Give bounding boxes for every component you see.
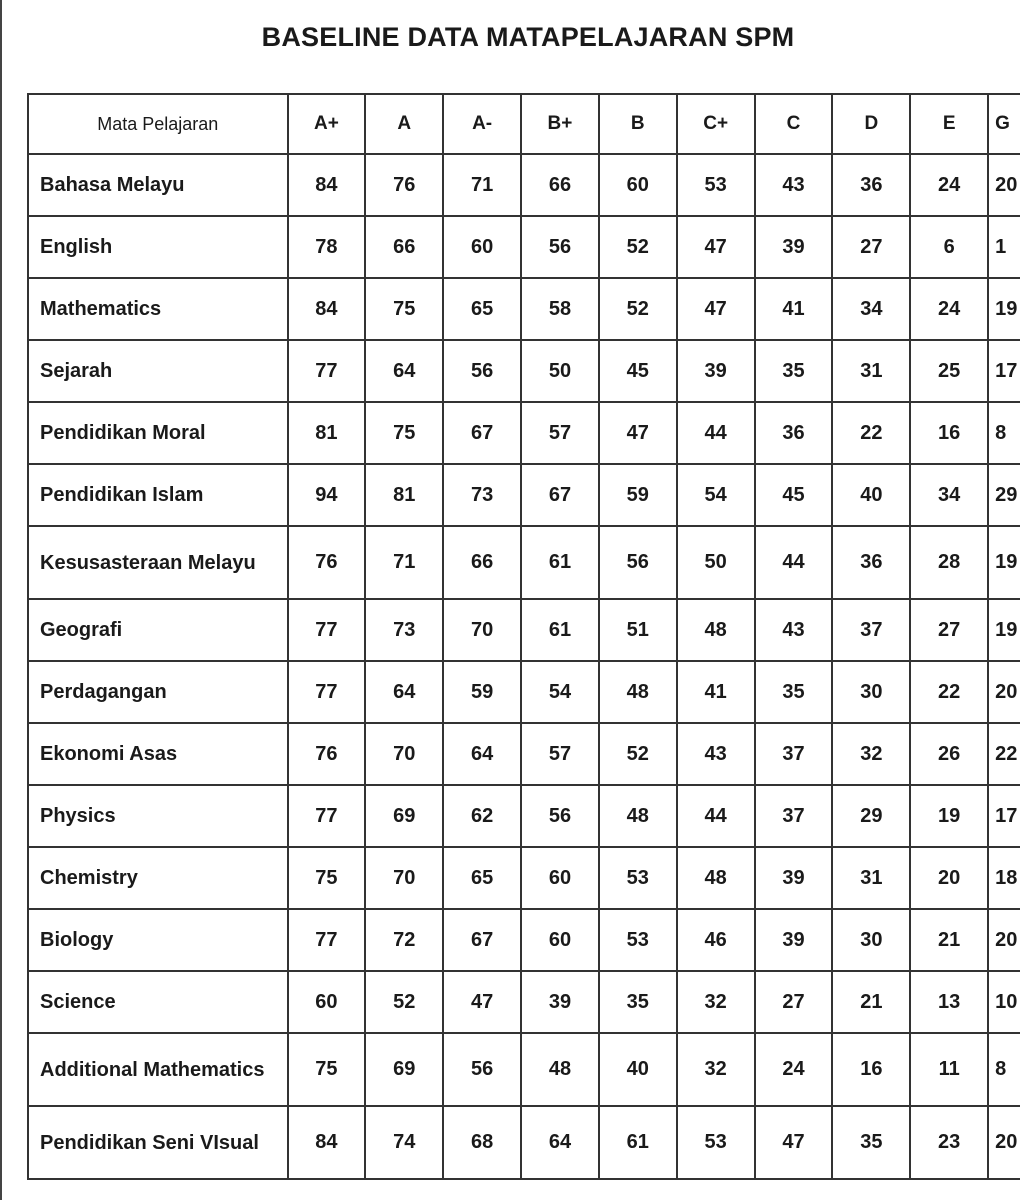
grade-value-cell: 94 [288, 464, 366, 526]
grade-value-cell: 60 [288, 971, 366, 1033]
grade-value-cell: 78 [288, 216, 366, 278]
grade-value-cell: 48 [521, 1033, 599, 1106]
grade-value-cell: 61 [521, 599, 599, 661]
grade-value-cell: 58 [521, 278, 599, 340]
grade-value-cell: 13 [910, 971, 988, 1033]
grade-value-cell: 67 [443, 909, 521, 971]
grade-value-cell: 64 [365, 340, 443, 402]
subject-cell: Geografi [28, 599, 288, 661]
grade-value-cell: 84 [288, 1106, 366, 1179]
grade-value-cell: 17 [988, 785, 1020, 847]
grade-value-cell: 43 [755, 599, 833, 661]
grade-value-cell: 65 [443, 847, 521, 909]
grade-value-cell: 60 [521, 847, 599, 909]
grade-value-cell: 21 [910, 909, 988, 971]
grade-value-cell: 21 [832, 971, 910, 1033]
grade-value-cell: 48 [677, 847, 755, 909]
grade-column-header: D [832, 94, 910, 154]
grade-value-cell: 56 [521, 216, 599, 278]
subject-cell: Perdagangan [28, 661, 288, 723]
grade-value-cell: 41 [677, 661, 755, 723]
grade-value-cell: 77 [288, 661, 366, 723]
grade-value-cell: 39 [521, 971, 599, 1033]
grade-value-cell: 34 [910, 464, 988, 526]
grade-value-cell: 60 [521, 909, 599, 971]
grade-value-cell: 39 [755, 909, 833, 971]
subject-column-header: Mata Pelajaran [28, 94, 288, 154]
grade-value-cell: 8 [988, 1033, 1020, 1106]
grade-value-cell: 72 [365, 909, 443, 971]
grade-value-cell: 35 [755, 340, 833, 402]
grade-value-cell: 84 [288, 278, 366, 340]
grade-value-cell: 59 [599, 464, 677, 526]
grade-value-cell: 48 [599, 785, 677, 847]
grade-value-cell: 64 [443, 723, 521, 785]
left-border-line [0, 0, 2, 1200]
grade-value-cell: 31 [832, 847, 910, 909]
grade-value-cell: 36 [755, 402, 833, 464]
table-row [28, 1033, 1020, 1106]
grade-value-cell: 20 [910, 847, 988, 909]
grade-value-cell: 40 [832, 464, 910, 526]
table-row [28, 785, 1020, 847]
grade-value-cell: 73 [365, 599, 443, 661]
grade-value-cell: 47 [677, 278, 755, 340]
grade-value-cell: 29 [832, 785, 910, 847]
grade-value-cell: 65 [443, 278, 521, 340]
grade-value-cell: 45 [755, 464, 833, 526]
table-row [28, 216, 1020, 278]
grade-value-cell: 44 [677, 785, 755, 847]
grade-value-cell: 75 [288, 1033, 366, 1106]
grade-value-cell: 64 [365, 661, 443, 723]
grade-value-cell: 61 [521, 526, 599, 599]
subject-cell: Bahasa Melayu [28, 154, 288, 216]
grade-value-cell: 28 [910, 526, 988, 599]
grade-value-cell: 56 [521, 785, 599, 847]
grade-value-cell: 32 [677, 971, 755, 1033]
grade-value-cell: 77 [288, 599, 366, 661]
grade-value-cell: 1 [988, 216, 1020, 278]
grade-value-cell: 27 [910, 599, 988, 661]
table-row [28, 723, 1020, 785]
grade-value-cell: 40 [599, 1033, 677, 1106]
table-row [28, 909, 1020, 971]
grade-value-cell: 69 [365, 1033, 443, 1106]
grade-value-cell: 56 [443, 340, 521, 402]
grade-value-cell: 30 [832, 909, 910, 971]
grade-value-cell: 76 [365, 154, 443, 216]
table-row [28, 971, 1020, 1033]
grade-value-cell: 37 [832, 599, 910, 661]
grade-value-cell: 32 [832, 723, 910, 785]
grade-value-cell: 29 [988, 464, 1020, 526]
grade-value-cell: 47 [599, 402, 677, 464]
subject-cell: Chemistry [28, 847, 288, 909]
grade-value-cell: 67 [521, 464, 599, 526]
grade-value-cell: 56 [599, 526, 677, 599]
grade-value-cell: 75 [288, 847, 366, 909]
subject-cell: Ekonomi Asas [28, 723, 288, 785]
grade-value-cell: 37 [755, 723, 833, 785]
grade-column-header: B+ [521, 94, 599, 154]
grade-value-cell: 20 [988, 1106, 1020, 1179]
grade-value-cell: 47 [443, 971, 521, 1033]
grade-column-header: G [988, 94, 1020, 154]
table-row [28, 464, 1020, 526]
grade-value-cell: 50 [677, 526, 755, 599]
grade-value-cell: 44 [677, 402, 755, 464]
grade-column-header: A+ [288, 94, 366, 154]
grade-value-cell: 64 [521, 1106, 599, 1179]
grade-value-cell: 24 [910, 154, 988, 216]
grade-value-cell: 23 [910, 1106, 988, 1179]
table-row [28, 402, 1020, 464]
subject-cell: Mathematics [28, 278, 288, 340]
grade-value-cell: 77 [288, 785, 366, 847]
grade-value-cell: 52 [599, 723, 677, 785]
grade-value-cell: 70 [443, 599, 521, 661]
grade-value-cell: 77 [288, 340, 366, 402]
grade-column-header: B [599, 94, 677, 154]
grade-value-cell: 41 [755, 278, 833, 340]
grade-value-cell: 47 [677, 216, 755, 278]
grade-value-cell: 27 [832, 216, 910, 278]
table-row [28, 599, 1020, 661]
subject-cell: English [28, 216, 288, 278]
grade-value-cell: 17 [988, 340, 1020, 402]
grade-value-cell: 19 [988, 526, 1020, 599]
grade-value-cell: 39 [677, 340, 755, 402]
subject-cell: Science [28, 971, 288, 1033]
grade-value-cell: 70 [365, 723, 443, 785]
grade-value-cell: 73 [443, 464, 521, 526]
grade-value-cell: 75 [365, 278, 443, 340]
grade-value-cell: 61 [599, 1106, 677, 1179]
grade-value-cell: 35 [755, 661, 833, 723]
table-row [28, 847, 1020, 909]
grade-value-cell: 60 [599, 154, 677, 216]
grade-value-cell: 66 [443, 526, 521, 599]
table-row [28, 661, 1020, 723]
table-row [28, 340, 1020, 402]
grade-value-cell: 76 [288, 526, 366, 599]
grade-value-cell: 75 [365, 402, 443, 464]
grade-value-cell: 22 [988, 723, 1020, 785]
grade-value-cell: 36 [832, 526, 910, 599]
grade-value-cell: 57 [521, 723, 599, 785]
grade-value-cell: 54 [677, 464, 755, 526]
grade-value-cell: 66 [521, 154, 599, 216]
grade-value-cell: 11 [910, 1033, 988, 1106]
grade-value-cell: 56 [443, 1033, 521, 1106]
grade-value-cell: 81 [288, 402, 366, 464]
page-title: BASELINE DATA MATAPELAJARAN SPM [261, 22, 795, 52]
grade-value-cell: 52 [599, 278, 677, 340]
grade-value-cell: 53 [677, 154, 755, 216]
grade-value-cell: 32 [677, 1033, 755, 1106]
grade-value-cell: 43 [677, 723, 755, 785]
grade-value-cell: 22 [832, 402, 910, 464]
grade-value-cell: 84 [288, 154, 366, 216]
grade-value-cell: 60 [443, 216, 521, 278]
grade-value-cell: 71 [365, 526, 443, 599]
grade-value-cell: 35 [832, 1106, 910, 1179]
grade-value-cell: 70 [365, 847, 443, 909]
grade-column-header: C [755, 94, 833, 154]
grade-value-cell: 67 [443, 402, 521, 464]
grade-value-cell: 27 [755, 971, 833, 1033]
grade-value-cell: 69 [365, 785, 443, 847]
subject-cell: Pendidikan Seni VIsual [28, 1106, 288, 1179]
baseline-table [27, 93, 1020, 1180]
grade-value-cell: 68 [443, 1106, 521, 1179]
grade-value-cell: 43 [755, 154, 833, 216]
grade-value-cell: 30 [832, 661, 910, 723]
grade-value-cell: 20 [988, 154, 1020, 216]
grade-column-header: A- [443, 94, 521, 154]
table-row [28, 154, 1020, 216]
grade-column-header: A [365, 94, 443, 154]
grade-value-cell: 31 [832, 340, 910, 402]
grade-value-cell: 44 [755, 526, 833, 599]
grade-value-cell: 77 [288, 909, 366, 971]
grade-value-cell: 76 [288, 723, 366, 785]
grade-value-cell: 50 [521, 340, 599, 402]
table-row [28, 526, 1020, 599]
grade-value-cell: 8 [988, 402, 1020, 464]
grade-value-cell: 26 [910, 723, 988, 785]
subject-cell: Kesusasteraan Melayu [28, 526, 288, 599]
grade-value-cell: 51 [599, 599, 677, 661]
grade-value-cell: 45 [599, 340, 677, 402]
grade-value-cell: 59 [443, 661, 521, 723]
grade-value-cell: 81 [365, 464, 443, 526]
grade-value-cell: 46 [677, 909, 755, 971]
grade-column-header: E [910, 94, 988, 154]
grade-value-cell: 22 [910, 661, 988, 723]
grade-value-cell: 48 [677, 599, 755, 661]
subject-cell: Biology [28, 909, 288, 971]
grade-value-cell: 16 [832, 1033, 910, 1106]
grade-value-cell: 24 [910, 278, 988, 340]
grade-value-cell: 57 [521, 402, 599, 464]
grade-value-cell: 37 [755, 785, 833, 847]
grade-value-cell: 36 [832, 154, 910, 216]
grade-value-cell: 16 [910, 402, 988, 464]
grade-value-cell: 53 [599, 909, 677, 971]
grade-column-header: C+ [677, 94, 755, 154]
grade-value-cell: 19 [988, 278, 1020, 340]
table-body [28, 154, 1020, 1179]
subject-cell: Sejarah [28, 340, 288, 402]
grade-value-cell: 35 [599, 971, 677, 1033]
grade-value-cell: 20 [988, 661, 1020, 723]
grade-value-cell: 24 [755, 1033, 833, 1106]
grade-value-cell: 18 [988, 847, 1020, 909]
subject-cell: Pendidikan Moral [28, 402, 288, 464]
grade-value-cell: 54 [521, 661, 599, 723]
grade-value-cell: 62 [443, 785, 521, 847]
grade-value-cell: 74 [365, 1106, 443, 1179]
grade-value-cell: 53 [599, 847, 677, 909]
subject-cell: Physics [28, 785, 288, 847]
grade-value-cell: 10 [988, 971, 1020, 1033]
grade-value-cell: 19 [910, 785, 988, 847]
grade-value-cell: 20 [988, 909, 1020, 971]
subject-cell: Pendidikan Islam [28, 464, 288, 526]
grade-value-cell: 53 [677, 1106, 755, 1179]
grade-value-cell: 48 [599, 661, 677, 723]
grade-value-cell: 52 [599, 216, 677, 278]
subject-cell: Additional Mathematics [28, 1033, 288, 1106]
grade-value-cell: 6 [910, 216, 988, 278]
grade-value-cell: 34 [832, 278, 910, 340]
grade-value-cell: 47 [755, 1106, 833, 1179]
grade-value-cell: 19 [988, 599, 1020, 661]
grade-value-cell: 39 [755, 216, 833, 278]
table-header-row [28, 94, 1020, 154]
table-row [28, 1106, 1020, 1179]
grade-value-cell: 71 [443, 154, 521, 216]
grade-value-cell: 66 [365, 216, 443, 278]
grade-value-cell: 39 [755, 847, 833, 909]
grade-value-cell: 52 [365, 971, 443, 1033]
table-row [28, 278, 1020, 340]
grade-value-cell: 25 [910, 340, 988, 402]
